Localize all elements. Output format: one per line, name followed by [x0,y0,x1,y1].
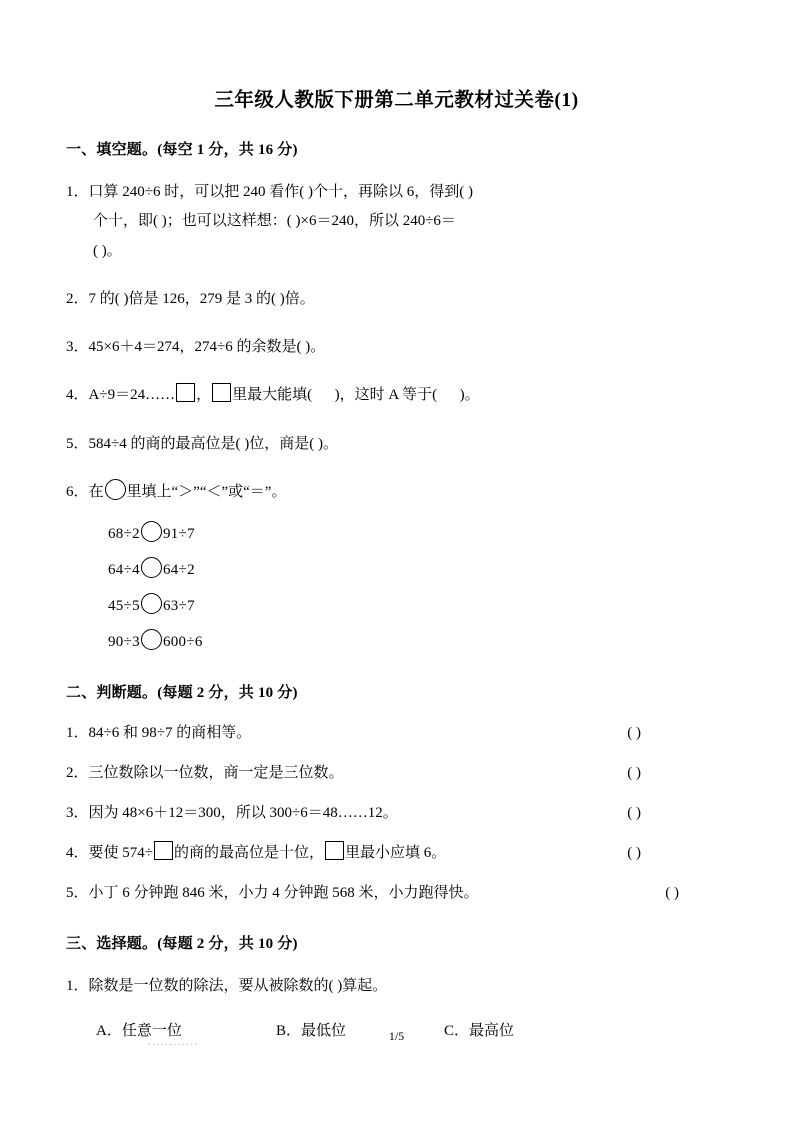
circle-blank-icon[interactable] [141,521,162,542]
judgement-text: 2．三位数除以一位数，商一定是三位数。 [66,765,344,781]
comparison-right: 91÷7 [162,526,195,542]
judgement-answer-blank[interactable]: ( ) [627,805,641,821]
judgement-text: 4．要使 574÷ 的商的最高位是十位， 里最小应填 6。 [66,841,446,862]
judgement-row-4 [66,841,727,862]
comparison-row-2 [66,557,727,579]
judgement-text: 3．因为 48×6＋12＝300，所以 300÷6＝48……12。 [66,805,398,821]
question-line: 1．口算 240÷6 时，可以把 240 看作( )个十，再除以 6，得到( ) [66,184,473,200]
comparison-right: 64÷2 [162,562,195,578]
judgement-answer-blank[interactable]: ( ) [627,765,641,781]
comparison-left: 68÷2 [108,526,140,542]
circle-blank-icon[interactable] [141,629,162,650]
judgement-text: 1．84÷6 和 98÷7 的商相等。 [66,725,252,741]
circle-blank-icon[interactable] [141,557,162,578]
circle-blank-icon[interactable] [105,479,126,500]
judgement-row-5 [66,881,727,902]
comparison-row-4 [66,629,727,651]
choice-option-b[interactable]: B．最低位 [276,1023,347,1040]
comparison-row-3 [66,593,727,615]
question-line: ( )。 [93,242,122,259]
question-1-3: 3．45×6＋4＝274，274÷6 的余数是( )。 [66,339,326,355]
circle-blank-icon[interactable] [141,593,162,614]
page-title: 三年级人教版下册第二单元教材过关卷(1) [214,90,579,111]
answer-box-icon[interactable] [154,841,173,860]
choice-option-a[interactable]: A．任意一位 [96,1023,182,1040]
question-1-4: 4．A÷9＝24…… ， 里最大能填( )，这时 A 等于( )。 [66,381,727,410]
comparison-left: 45÷5 [108,598,140,614]
section-heading-multiple-choice: 三、选择题。(每题 2 分，共 10 分) [66,936,298,952]
comparison-left: 64÷4 [108,562,140,578]
question-3-1: 1．除数是一位数的除法，要从被除数的( )算起。 [66,978,388,994]
question-1-2: 2．7 的( )倍是 126，279 是 3 的( )倍。 [66,290,315,307]
choice-option-c[interactable]: C．最高位 [444,1023,515,1040]
judgement-answer-blank[interactable]: ( ) [627,845,641,861]
section-heading-fill-blanks: 一、填空题。(每空 1 分，共 16 分) [66,142,298,158]
answer-box-icon[interactable] [212,383,231,402]
judgement-answer-blank[interactable]: ( ) [665,885,679,901]
comparison-right: 600÷6 [162,634,203,650]
judgement-row-1 [66,721,727,742]
page-number: 1/5 [388,1029,405,1043]
judgement-text: 5．小丁 6 分钟跑 846 米，小力 4 分钟跑 568 米，小力跑得快。 [66,885,479,901]
question-line: 个十，即( )；也可以这样想：( )×6＝240，所以 240÷6＝ [93,213,456,230]
question-1-1 [66,178,727,266]
question-1-5: 5．584÷4 的商的最高位是( )位，商是( )。 [66,435,338,452]
decorative-dots: ............ [148,1036,199,1048]
question-1-6: 6．在 里填上“＞”“＜”或“＝”。 [66,478,727,507]
answer-box-icon[interactable] [325,841,344,860]
comparison-right: 63÷7 [162,598,195,614]
section-heading-true-false: 二、判断题。(每题 2 分，共 10 分) [66,685,298,701]
comparison-row-1 [66,521,727,543]
judgement-row-3 [66,801,727,822]
judgement-row-2 [66,761,727,782]
judgement-answer-blank[interactable]: ( ) [627,725,641,741]
comparison-left: 90÷3 [108,634,140,650]
answer-box-icon[interactable] [176,383,195,402]
